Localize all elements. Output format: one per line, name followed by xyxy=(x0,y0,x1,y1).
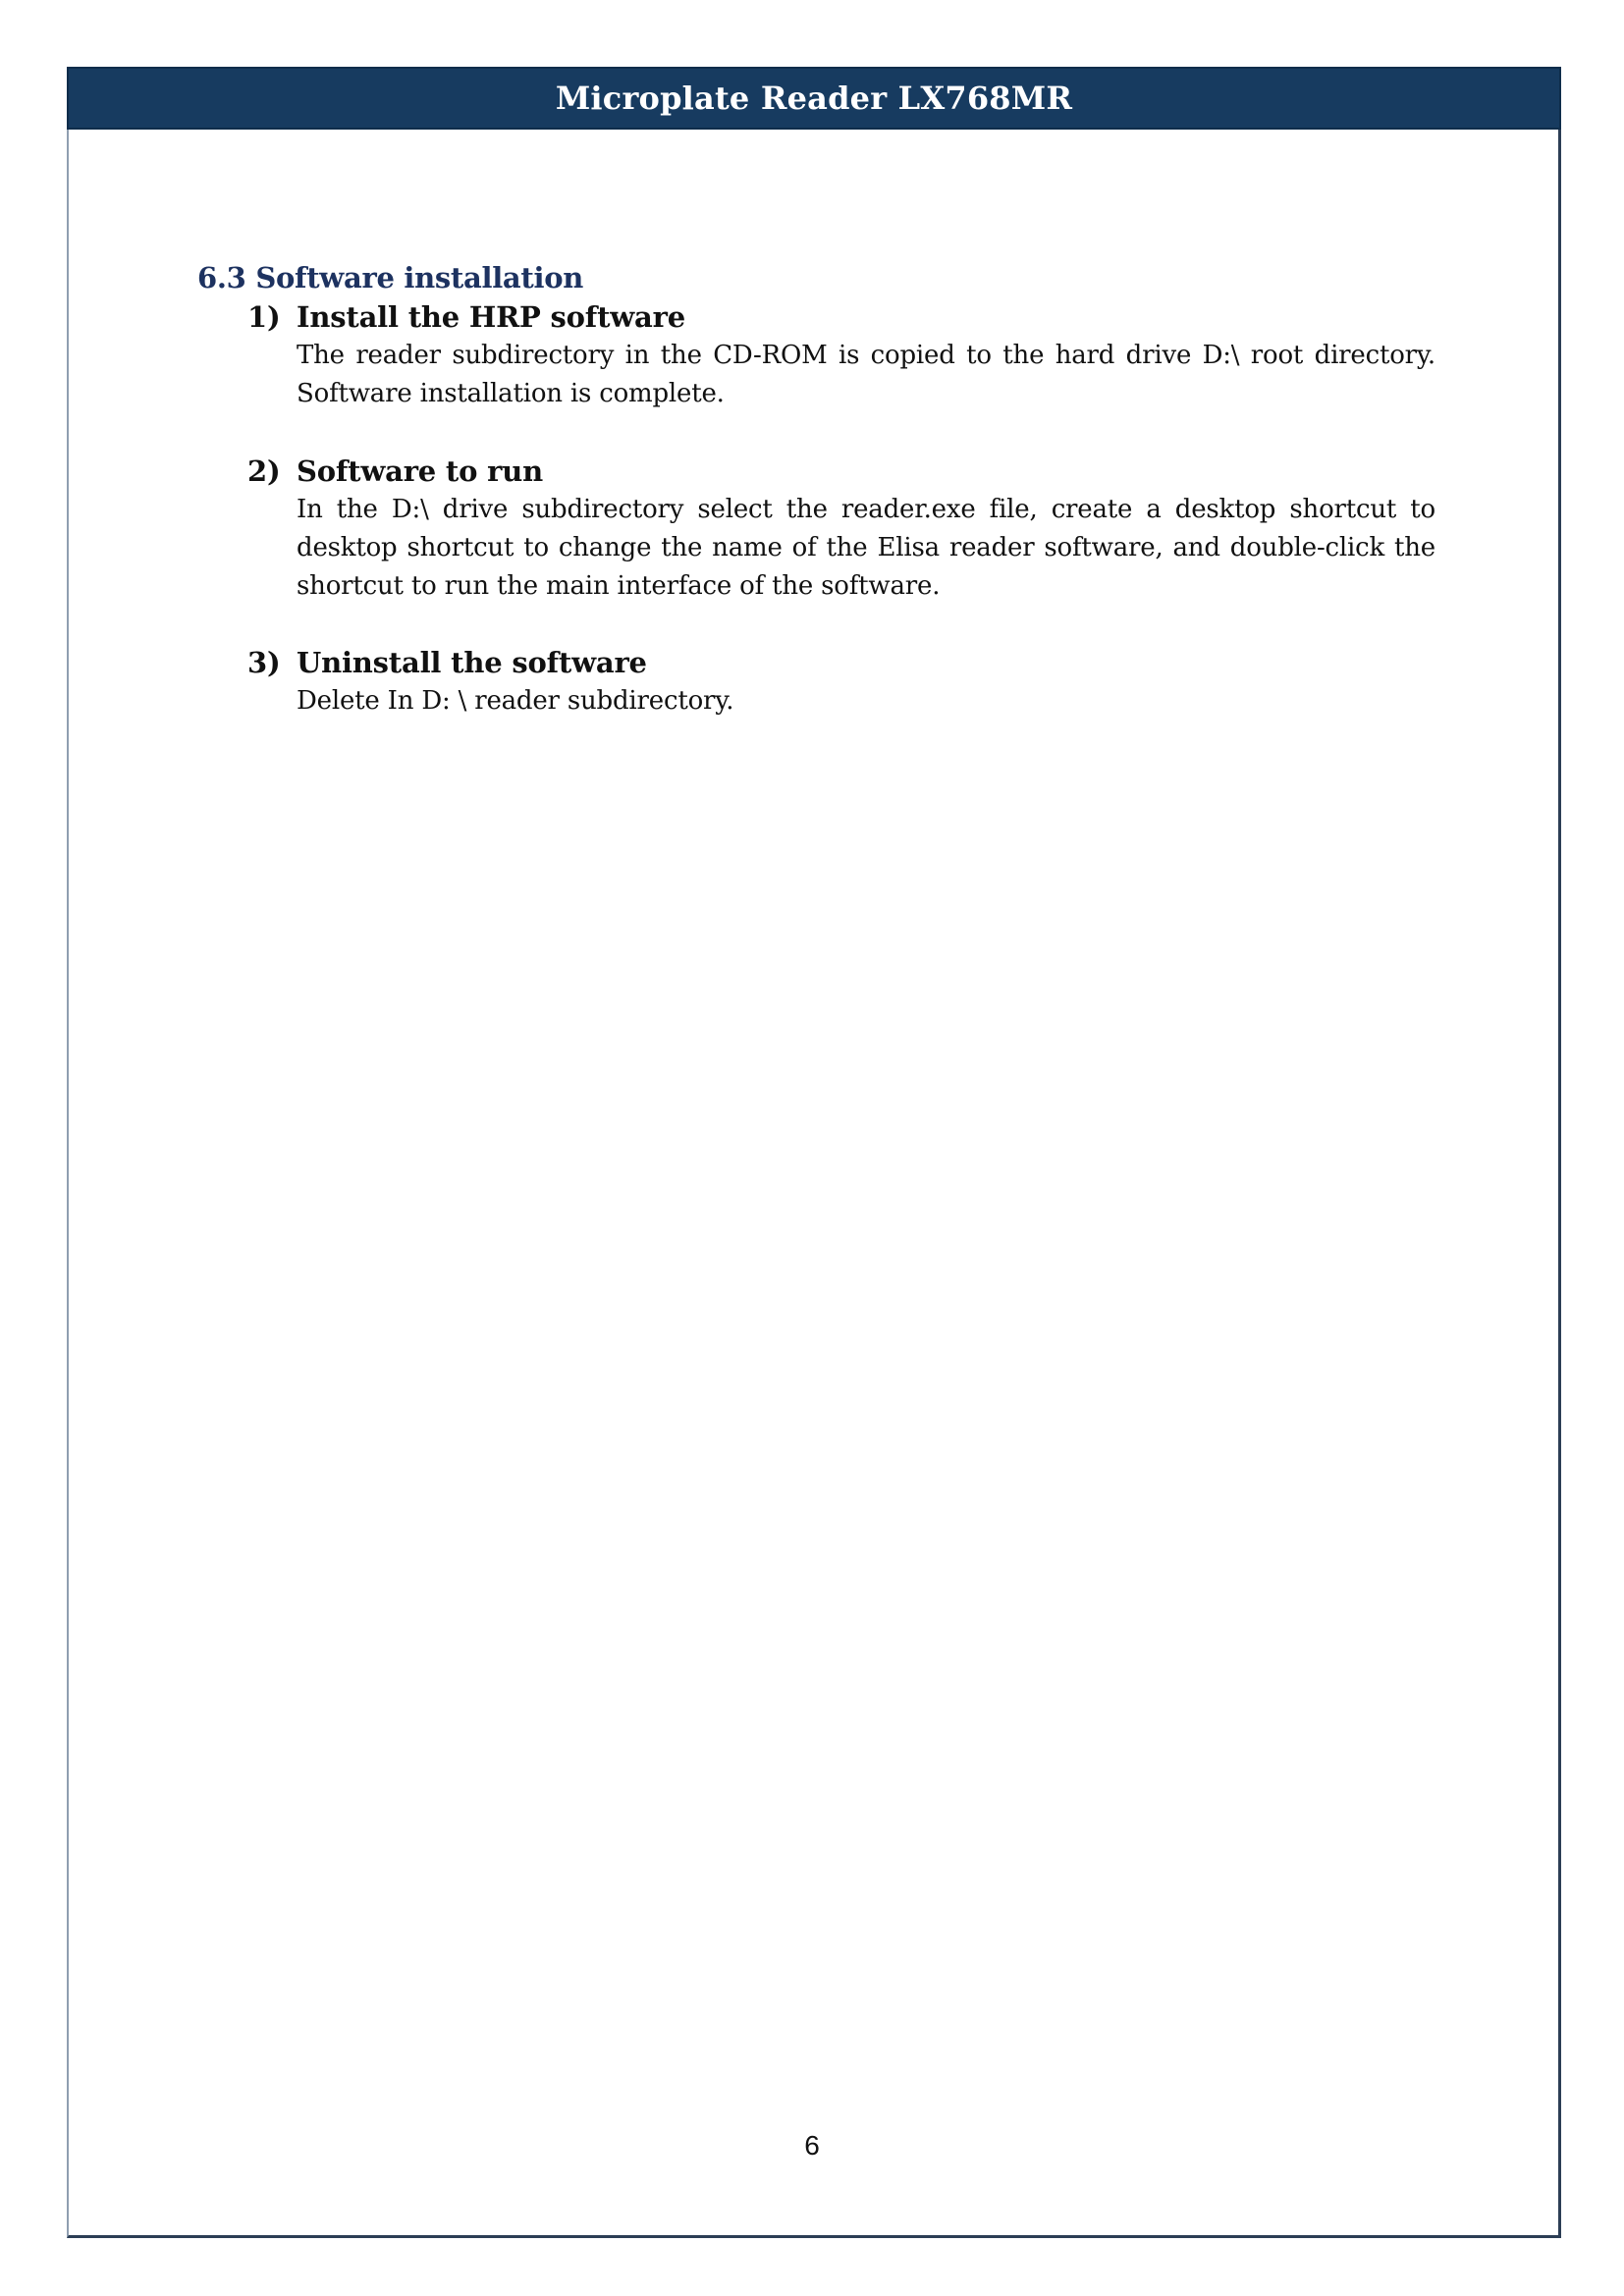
item-title: Uninstall the software xyxy=(297,646,647,679)
page-number: 6 xyxy=(804,2130,820,2161)
section-heading: 6.3 Software installation xyxy=(197,261,584,294)
item-title: Software to run xyxy=(297,454,544,488)
item-heading-run xyxy=(247,454,543,488)
item-heading-install xyxy=(247,300,685,334)
item-title: Install the HRP software xyxy=(297,300,685,334)
header-bar xyxy=(67,67,1561,130)
item-heading-uninstall xyxy=(247,646,647,679)
item-text-install: The reader subdirectory in the CD-ROM is copied to the hard drive D:\ root directory. Software installation is complete. xyxy=(297,341,1435,408)
item-text-uninstall: Delete In D: \ reader subdirectory. xyxy=(297,686,734,716)
item-text-run: In the D:\ drive subdirectory select the reader.exe file, create a desktop shortcut to desktop shortcut to change the name of the Elisa reader software, and double-click the shortcut to run the main interface of the software. xyxy=(297,495,1435,601)
document-title: Microplate Reader LX768MR xyxy=(555,80,1073,117)
item-number: 1) xyxy=(247,300,281,334)
item-number: 3) xyxy=(247,646,281,679)
item-number: 2) xyxy=(247,454,281,488)
